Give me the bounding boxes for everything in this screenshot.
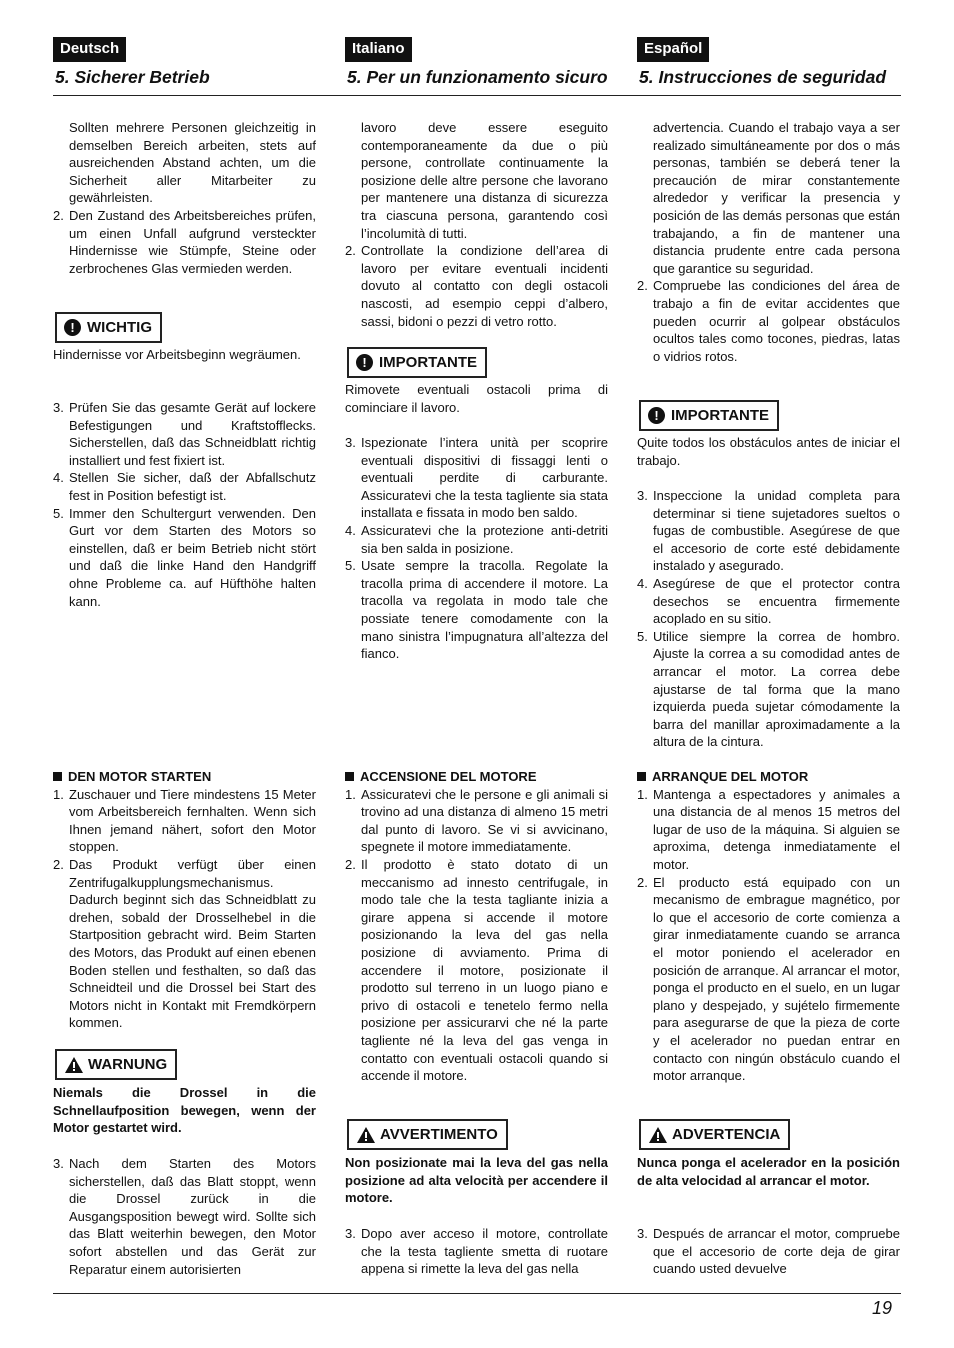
subheading: ACCENSIONE DEL MOTORE (345, 768, 608, 786)
notice-text: Quite todos los obstáculos antes de iniciar el trabajo. (637, 435, 900, 468)
language-tab: Italiano (345, 37, 412, 62)
list-item: 2. Controllate la condizione dell’area di lavoro per evitare eventuali incidenti dovuto al contatto con degli ostacoli nascosti, ad esempio ceppi d’albero, sassi, bidoni o pezzi di vetro rotto. (345, 243, 608, 329)
notice-text-block (637, 434, 900, 469)
list-item: 4. Asegúrese de que el protector contra desechos se encuentra firmemente acoplado en su sitio. (637, 575, 900, 627)
warning-text-block (637, 1154, 900, 1189)
warning-text: Niemals die Drossel in die Schnellaufposition bewegen, wenn der Motor gestartet wird. (53, 1085, 316, 1136)
start-block (637, 768, 900, 1085)
paragraph: lavoro deve essere eseguito contemporaneamente da due o più persone, controllate continuamente la posizione delle altre persone che lavorano per mantenere una distanza di sicurezza tra ciascuna persona, garantendo così l’incolumità di tutti. (361, 120, 608, 241)
notice-label: WARNUNG (88, 1056, 168, 1073)
list-item: 3. Dopo aver acceso il motore, controllate che la testa tagliente smetta di ruotare appena si rimette la leva del gas nella (345, 1226, 608, 1277)
list-item: 5. Immer den Schultergurt verwenden. Den Gurt vor dem Starten des Motors so einstellen, daß er beim Betrieb nicht stört und daß die linke Hand den Handgriff ohne Probleme ca. auf Hüfthöhe halten kann. (53, 505, 316, 609)
intro-block (53, 119, 316, 277)
warning-triangle-icon (648, 1126, 668, 1144)
notice-text-block (345, 381, 608, 416)
list-item: 2. Compruebe las condiciones del área de trabajo a fin de evitar accidentes que pueden ocurrir al golpear obstáculos ocultos tales como tocones, piedras, latas o vidrios rotos. (637, 278, 900, 364)
page-number: 19 (872, 1298, 893, 1318)
warning-text: Nunca ponga el acelerador en la posición de alta velocidad al arrancar el motor. (637, 1155, 900, 1188)
list-block (53, 399, 316, 610)
exclamation-icon: ! (648, 407, 665, 424)
notice-warning (347, 1119, 508, 1150)
start-block (345, 768, 608, 1085)
square-bullet-icon (53, 772, 62, 781)
paragraph: advertencia. Cuando el trabajo vaya a ser realizado simultáneamente por dos o más personas, también se deberá tener la precaución de mirar constantemente alrededor y verificar la presencia y posición de las demás personas que están trabajando, a fin de mantener una distancia prudente entre cada persona que garantice su seguridad. (653, 120, 900, 276)
notice-label: AVVERTIMENTO (380, 1126, 498, 1143)
list-item: 2. El producto está equipado con un mecanismo de embrague magnético, por lo que el accesorio de corte comienza a girar inmediatamente cuando se arranca el motor poniendo el acelerador en posición de arranque. Al arrancar el motor, ponga el producto en el suelo, en un lugar plano y despejado, y sujételo firmemente para asegurarse de que la pieza de corte y el acelerador no puedan entrar en contacto con ningún obstáculo cuando el motor arranque. (637, 874, 900, 1084)
square-bullet-icon (637, 772, 646, 781)
notice-text-block (53, 346, 316, 364)
list-item: 4. Stellen Sie sicher, daß der Abfallschutz fest in Position befestigt ist. (53, 470, 316, 503)
notice-important (639, 400, 779, 431)
list-item: 3. Ispezionate l’intera unità per scoprire eventuali dispositivi di fissaggi lenti o eventuali perdite di carburante. Assicuratevi che la testa tagliente sia stata installata e fissata in modo ben saldo. (345, 435, 608, 521)
list-item: 5. Utilice siempre la correa de hombro. Ajuste la correa a su comodidad antes de arrancar el motor. La correa debe ajustarse de tal forma que la mano izquierda pueda sujetar cómodamente la barra del manillar aproximadamente a la altura de la cintura. (637, 628, 900, 750)
notice-warning (55, 1049, 177, 1080)
language-tab: Deutsch (53, 37, 126, 62)
list-block (637, 487, 900, 751)
warning-triangle-icon (356, 1126, 376, 1144)
notice-label: ADVERTENCIA (672, 1126, 781, 1143)
section-title: 5. Per un funzionamento sicuro (347, 67, 608, 87)
list-item: 5. Usate sempre la tracolla. Regolate la tracolla prima di accendere il motore. La tracolla va regolata in modo tale che possiate tenere comodamente con la mano sinistra l’impugnatura all’altezza del fianco. (345, 558, 608, 662)
notice-label: IMPORTANTE (671, 407, 770, 424)
list-item: 1. Zuschauer und Tiere mindestens 15 Meter vom Arbeitsbereich fernhalten. Wenn sich Ihnen jemand nähert, sofort den Motor stoppen. (53, 786, 316, 855)
notice-label: WICHTIG (87, 319, 152, 336)
warning-triangle-icon (64, 1056, 84, 1074)
footer-rule (53, 1293, 901, 1294)
warning-text-block (345, 1154, 608, 1207)
list-item: 1. Assicuratevi che le persone e gli animali si trovino ad una distanza di almeno 15 metri dal punto di lavoro. Se vi si avvicinano, spegnete il motore immediatamente. (345, 786, 608, 855)
notice-important (347, 347, 487, 378)
list-item: 2. Das Produkt verfügt über einen Zentrifugalkupplungsmechanismus. Dadurch beginnt sich das Schneidblatt zu drehen, sobald der Drosselhebel in die Startposition gebracht wird. Beim Starten des Motors, das Produkt auf einen ebenen Boden stellen und festhalten, so daß das Schneidteil und die Drossel bei Start des Motors nicht in Kontakt mit Fremdkörpern kommen. (53, 856, 316, 1031)
intro-block (345, 119, 608, 330)
notice-text: Hindernisse vor Arbeitsbeginn wegräumen. (53, 347, 301, 362)
warning-text: Non posizionate mai la leva del gas nella posizione ad alta velocità per accendere il motore. (345, 1155, 608, 1206)
section-title: 5. Instrucciones de seguridad (639, 67, 887, 87)
list-item: 1. Mantenga a espectadores y animales a una distancia de al menos 15 metros del lugar de uso de la máquina. Si alguien se aproxima, detenga inmediatamente el motor. (637, 786, 900, 872)
warning-text-block (53, 1084, 316, 1137)
list-item: 2. Den Zustand des Arbeitsbereiches prüfen, um einen Unfall aufgrund versteckter Hindernisse wie Stümpfe, Steine oder zerbrochenes Glas vermieden werden. (53, 207, 316, 276)
list-item: 3. Nach dem Starten des Motors sicherstellen, daß das Blatt stoppt, wenn die Drossel zurück in die Ausgangsposition bewegt wird. Sollte sich das Blatt weiterhin bewegen, den Motor sofort abstellen und das Gerät zur Reparatur einem autorisierten (53, 1156, 316, 1277)
intro-block (637, 119, 900, 365)
language-tab: Español (637, 37, 709, 62)
subheading: ARRANQUE DEL MOTOR (637, 768, 900, 786)
paragraph: Sollten mehrere Personen gleichzeitig in demselben Bereich arbeiten, stets auf ausreichenden Abstand achten, um die Sicherheit aller Mitarbeiter zu gewährleisten. (69, 120, 316, 206)
list-item: 3. Inspeccione la unidad completa para determinar si tiene sujetadores sueltos o fugas de combustible. Asegúrese de que el accesorio de corte esté debidamente instalado y asegurado. (637, 488, 900, 574)
list-block (345, 434, 608, 663)
header-rule (53, 95, 901, 96)
list-block (53, 1155, 316, 1278)
list-item: 2. Il prodotto è stato dotato di un meccanismo ad innesto centrifugale, in modo tale che la testa tagliante inizia a girare appena si accende il motore posizionando la leva del gas nella posizione di avviamento. Prima di accendere il motore, posizionate il prodotto sul terreno in un luogo piano e privo di ostacoli e tenetelo fermo nella posizione per assicurarvi che né la parte tagliente né la leva del gas venga in contatto con eventuali ostacoli quando si accende il motore. (345, 856, 608, 1084)
notice-label: IMPORTANTE (379, 354, 478, 371)
exclamation-icon: ! (356, 354, 373, 371)
list-block (637, 1225, 900, 1278)
square-bullet-icon (345, 772, 354, 781)
notice-text: Rimovete eventuali ostacoli prima di cominciare il lavoro. (345, 382, 608, 415)
list-item: 4. Assicuratevi che la protezione anti-detriti sia ben salda in posizione. (345, 522, 608, 556)
section-title: 5. Sicherer Betrieb (55, 67, 210, 87)
list-block (345, 1225, 608, 1278)
list-item: 3. Después de arrancar el motor, compruebe que el accesorio de corte deja de girar cuando usted devuelve (637, 1226, 900, 1277)
notice-warning (639, 1119, 790, 1150)
notice-important (55, 312, 162, 343)
exclamation-icon: ! (64, 319, 81, 336)
start-block (53, 768, 316, 1032)
list-item: 3. Prüfen Sie das gesamte Gerät auf lockere Befestigungen und Kraftstofflecks. Sicherstellen, daß das Schneidblatt richtig installiert und fest fixiert ist. (53, 400, 316, 468)
subheading: DEN MOTOR STARTEN (53, 768, 316, 786)
